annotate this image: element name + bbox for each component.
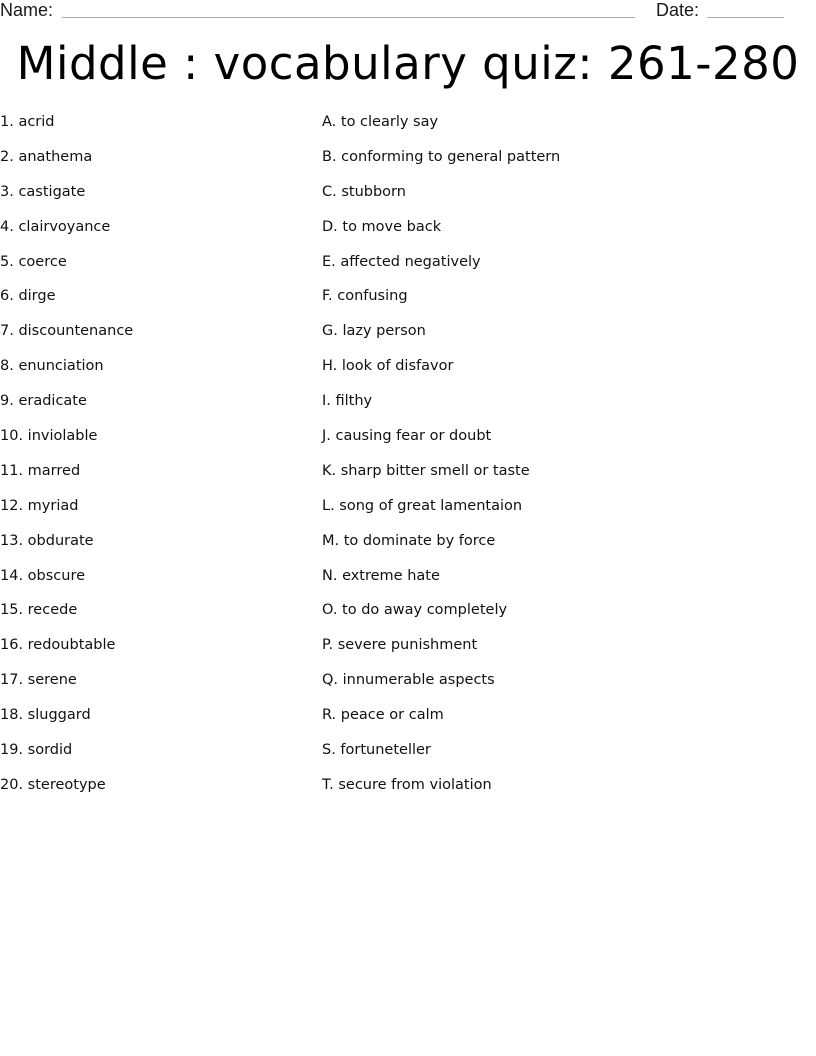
term-item: 16. redoubtable (0, 637, 116, 654)
name-field-line (62, 17, 635, 18)
term-item: 20. stereotype (0, 776, 106, 793)
term-item: 15. recede (0, 602, 78, 619)
definition-item: R. peace or calm (322, 707, 444, 724)
definition-item: Q. innumerable aspects (322, 672, 495, 689)
term-item: 3. castigate (0, 183, 86, 200)
definition-item: P. severe punishment (322, 637, 478, 654)
term-item: 10. inviolable (0, 428, 98, 445)
term-item: 1. acrid (0, 114, 55, 130)
date-label: Date: (656, 0, 700, 20)
definition-item: H. look of disfavor (322, 358, 454, 375)
term-item: 19. sordid (0, 742, 73, 759)
term-item: 11. marred (0, 462, 81, 479)
definition-item: B. conforming to general pattern (322, 148, 561, 165)
term-item: 5. coerce (0, 253, 67, 270)
term-item: 6. dirge (0, 288, 56, 305)
definition-item: S. fortuneteller (322, 742, 431, 759)
term-item: 13. obdurate (0, 532, 94, 549)
definition-item: L. song of great lamentaion (322, 497, 523, 514)
term-item: 8. enunciation (0, 358, 104, 375)
worksheet-header (0, 0, 816, 24)
definition-item: J. causing fear or doubt (322, 428, 492, 445)
definitions-list (322, 112, 802, 810)
definition-item: M. to dominate by force (322, 532, 496, 549)
definition-item: A. to clearly say (322, 114, 439, 130)
terms-list (0, 112, 300, 810)
term-item: 17. serene (0, 672, 77, 689)
term-item: 4. clairvoyance (0, 218, 111, 235)
term-item: 12. myriad (0, 497, 79, 514)
term-item: 14. obscure (0, 567, 86, 584)
term-item: 7. discountenance (0, 323, 134, 340)
page-title: Middle : vocabulary quiz: 261-280 (16, 37, 800, 90)
definition-item: F. confusing (322, 288, 408, 305)
definition-item: T. secure from violation (322, 776, 492, 793)
definition-item: O. to do away completely (322, 602, 508, 619)
definition-item: G. lazy person (322, 323, 426, 340)
definition-item: K. sharp bitter smell or taste (322, 462, 530, 479)
definition-item: N. extreme hate (322, 567, 440, 584)
definition-item: C. stubborn (322, 183, 406, 200)
term-item: 9. eradicate (0, 393, 87, 410)
definition-item: I. filthy (322, 393, 373, 410)
definition-item: D. to move back (322, 218, 442, 235)
name-label: Name: (0, 0, 54, 20)
date-field-line (707, 17, 784, 18)
definition-item: E. affected negatively (322, 253, 481, 270)
term-item: 18. sluggard (0, 707, 91, 724)
term-item: 2. anathema (0, 148, 93, 165)
